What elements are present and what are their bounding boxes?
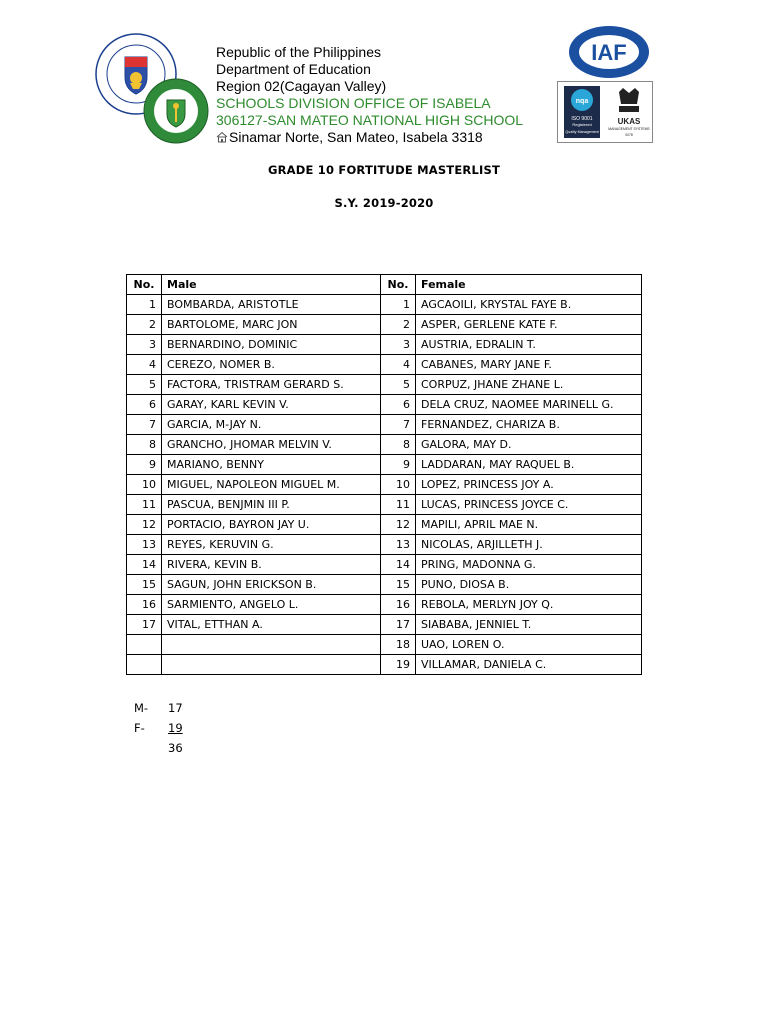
male-name-cell: PASCUA, BENJMIN III P.	[162, 495, 381, 515]
table-row	[127, 635, 642, 655]
female-no-cell: 18	[381, 635, 416, 655]
female-name-cell: CORPUZ, JHANE ZHANE L.	[416, 375, 642, 395]
table-row	[127, 615, 642, 635]
ukas-text: UKAS	[617, 117, 640, 126]
registered-text: Registered	[571, 122, 592, 127]
female-no-cell: 5	[381, 375, 416, 395]
header-region: Region 02(Cagayan Valley)	[216, 78, 387, 94]
quality-text: Quality Management	[564, 130, 599, 134]
table-row	[127, 555, 642, 575]
female-no-cell: 16	[381, 595, 416, 615]
header-division: SCHOOLS DIVISION OFFICE OF ISABELA	[216, 95, 491, 111]
table-row	[127, 395, 642, 415]
male-name-cell: BARTOLOME, MARC JON	[162, 315, 381, 335]
male-no-cell: 17	[127, 615, 162, 635]
female-no-cell: 2	[381, 315, 416, 335]
nqa-badge-icon	[560, 84, 604, 140]
female-no-cell: 12	[381, 515, 416, 535]
header-female-no: No.	[381, 275, 416, 295]
ukas-num-text: 0078	[624, 133, 633, 137]
male-name-cell: CEREZO, NOMER B.	[162, 355, 381, 375]
male-name-cell: PORTACIO, BAYRON JAY U.	[162, 515, 381, 535]
letterhead	[216, 44, 523, 146]
male-no-cell: 5	[127, 375, 162, 395]
female-name-cell: GALORA, MAY D.	[416, 435, 642, 455]
male-name-cell: GARCIA, M-JAY N.	[162, 415, 381, 435]
header-female: Female	[416, 275, 642, 295]
summary-total-row	[134, 738, 198, 758]
female-name-cell: SIABABA, JENNIEL T.	[416, 615, 642, 635]
female-no-cell: 8	[381, 435, 416, 455]
female-name-cell: LOPEZ, PRINCESS JOY A.	[416, 475, 642, 495]
female-name-cell: PUNO, DIOSA B.	[416, 575, 642, 595]
total-count: 36	[168, 741, 183, 755]
male-no-cell: 6	[127, 395, 162, 415]
iaf-text: IAF	[591, 40, 627, 65]
female-name-cell: DELA CRUZ, NAOMEE MARINELL G.	[416, 395, 642, 415]
male-name-cell: REYES, KERUVIN G.	[162, 535, 381, 555]
male-no-cell	[127, 635, 162, 655]
school-year: S.Y. 2019-2020	[334, 196, 434, 210]
female-no-cell: 10	[381, 475, 416, 495]
ukas-badge	[605, 82, 652, 142]
male-no-cell: 11	[127, 495, 162, 515]
male-name-cell: SAGUN, JOHN ERICKSON B.	[162, 575, 381, 595]
male-no-cell	[127, 655, 162, 675]
female-no-cell: 3	[381, 335, 416, 355]
table-row	[127, 575, 642, 595]
male-count-label: M-	[134, 701, 149, 715]
header-male-no: No.	[127, 275, 162, 295]
female-no-cell: 9	[381, 455, 416, 475]
female-name-cell: MAPILI, APRIL MAE N.	[416, 515, 642, 535]
male-no-cell: 2	[127, 315, 162, 335]
female-name-cell: ASPER, GERLENE KATE F.	[416, 315, 642, 335]
female-count: 19	[168, 721, 183, 735]
table-row	[127, 435, 642, 455]
female-count-label: F-	[134, 721, 145, 735]
table-row	[127, 315, 642, 335]
header-address-text: Sinamar Norte, San Mateo, Isabela 3318	[229, 129, 483, 145]
division-seal-logo	[143, 78, 209, 144]
female-name-cell: REBOLA, MERLYN JOY Q.	[416, 595, 642, 615]
female-name-cell: PRING, MADONNA G.	[416, 555, 642, 575]
female-no-cell: 19	[381, 655, 416, 675]
male-no-cell: 1	[127, 295, 162, 315]
table-header-row	[127, 275, 642, 295]
male-no-cell: 8	[127, 435, 162, 455]
table-row	[127, 415, 642, 435]
male-name-cell: VITAL, ETTHAN A.	[162, 615, 381, 635]
female-name-cell: FERNANDEZ, CHARIZA B.	[416, 415, 642, 435]
male-no-cell: 13	[127, 535, 162, 555]
iaf-logo	[568, 25, 650, 79]
male-no-cell: 7	[127, 415, 162, 435]
nqa-iso-badge	[558, 82, 605, 142]
female-no-cell: 14	[381, 555, 416, 575]
table-row	[127, 295, 642, 315]
male-no-cell: 10	[127, 475, 162, 495]
table-row	[127, 455, 642, 475]
male-no-cell: 16	[127, 595, 162, 615]
table-row	[127, 535, 642, 555]
ukas-crown-icon	[607, 84, 651, 140]
male-no-cell: 3	[127, 335, 162, 355]
female-name-cell: LADDARAN, MAY RAQUEL B.	[416, 455, 642, 475]
summary-male-row	[134, 698, 198, 718]
female-no-cell: 6	[381, 395, 416, 415]
male-name-cell	[162, 635, 381, 655]
table-row	[127, 335, 642, 355]
header-male: Male	[162, 275, 381, 295]
header-school: 306127-SAN MATEO NATIONAL HIGH SCHOOL	[216, 112, 524, 128]
male-name-cell: MIGUEL, NAPOLEON MIGUEL M.	[162, 475, 381, 495]
table-row	[127, 515, 642, 535]
page-title: GRADE 10 FORTITUDE MASTERLIST	[267, 163, 500, 177]
male-no-cell: 14	[127, 555, 162, 575]
certification-box	[557, 81, 653, 143]
table-row	[127, 595, 642, 615]
table-row	[127, 355, 642, 375]
table-body	[127, 295, 642, 675]
female-no-cell: 15	[381, 575, 416, 595]
male-name-cell	[162, 655, 381, 675]
male-name-cell: BERNARDINO, DOMINIC	[162, 335, 381, 355]
female-no-cell: 13	[381, 535, 416, 555]
male-name-cell: SARMIENTO, ANGELO L.	[162, 595, 381, 615]
table-row	[127, 475, 642, 495]
male-name-cell: BOMBARDA, ARISTOTLE	[162, 295, 381, 315]
female-name-cell: CABANES, MARY JANE F.	[416, 355, 642, 375]
male-no-cell: 4	[127, 355, 162, 375]
summary-female-row	[134, 718, 198, 738]
table-row	[127, 495, 642, 515]
male-no-cell: 9	[127, 455, 162, 475]
female-name-cell: NICOLAS, ARJILLETH J.	[416, 535, 642, 555]
header-republic: Republic of the Philippines	[216, 44, 381, 60]
female-no-cell: 11	[381, 495, 416, 515]
male-name-cell: MARIANO, BENNY	[162, 455, 381, 475]
ukas-sub-text: MANAGEMENT SYSTEMS	[607, 127, 650, 131]
iso-text: ISO 9001	[570, 116, 593, 122]
male-name-cell: GRANCHO, JHOMAR MELVIN V.	[162, 435, 381, 455]
header-department: Department of Education	[216, 61, 371, 77]
female-name-cell: UAO, LOREN O.	[416, 635, 642, 655]
female-name-cell: AGCAOILI, KRYSTAL FAYE B.	[416, 295, 642, 315]
summary	[134, 698, 198, 758]
female-no-cell: 1	[381, 295, 416, 315]
table-row	[127, 655, 642, 675]
male-name-cell: FACTORA, TRISTRAM GERARD S.	[162, 375, 381, 395]
female-no-cell: 4	[381, 355, 416, 375]
female-name-cell: AUSTRIA, EDRALIN T.	[416, 335, 642, 355]
male-name-cell: GARAY, KARL KEVIN V.	[162, 395, 381, 415]
masterlist-table	[126, 274, 642, 675]
nqa-text: nqa	[575, 98, 588, 105]
male-name-cell: RIVERA, KEVIN B.	[162, 555, 381, 575]
header-address	[216, 129, 523, 146]
home-icon	[216, 131, 228, 143]
table-row	[127, 375, 642, 395]
female-no-cell: 17	[381, 615, 416, 635]
male-count: 17	[168, 701, 183, 715]
female-no-cell: 7	[381, 415, 416, 435]
female-name-cell: VILLAMAR, DANIELA C.	[416, 655, 642, 675]
female-name-cell: LUCAS, PRINCESS JOYCE C.	[416, 495, 642, 515]
male-no-cell: 15	[127, 575, 162, 595]
male-no-cell: 12	[127, 515, 162, 535]
